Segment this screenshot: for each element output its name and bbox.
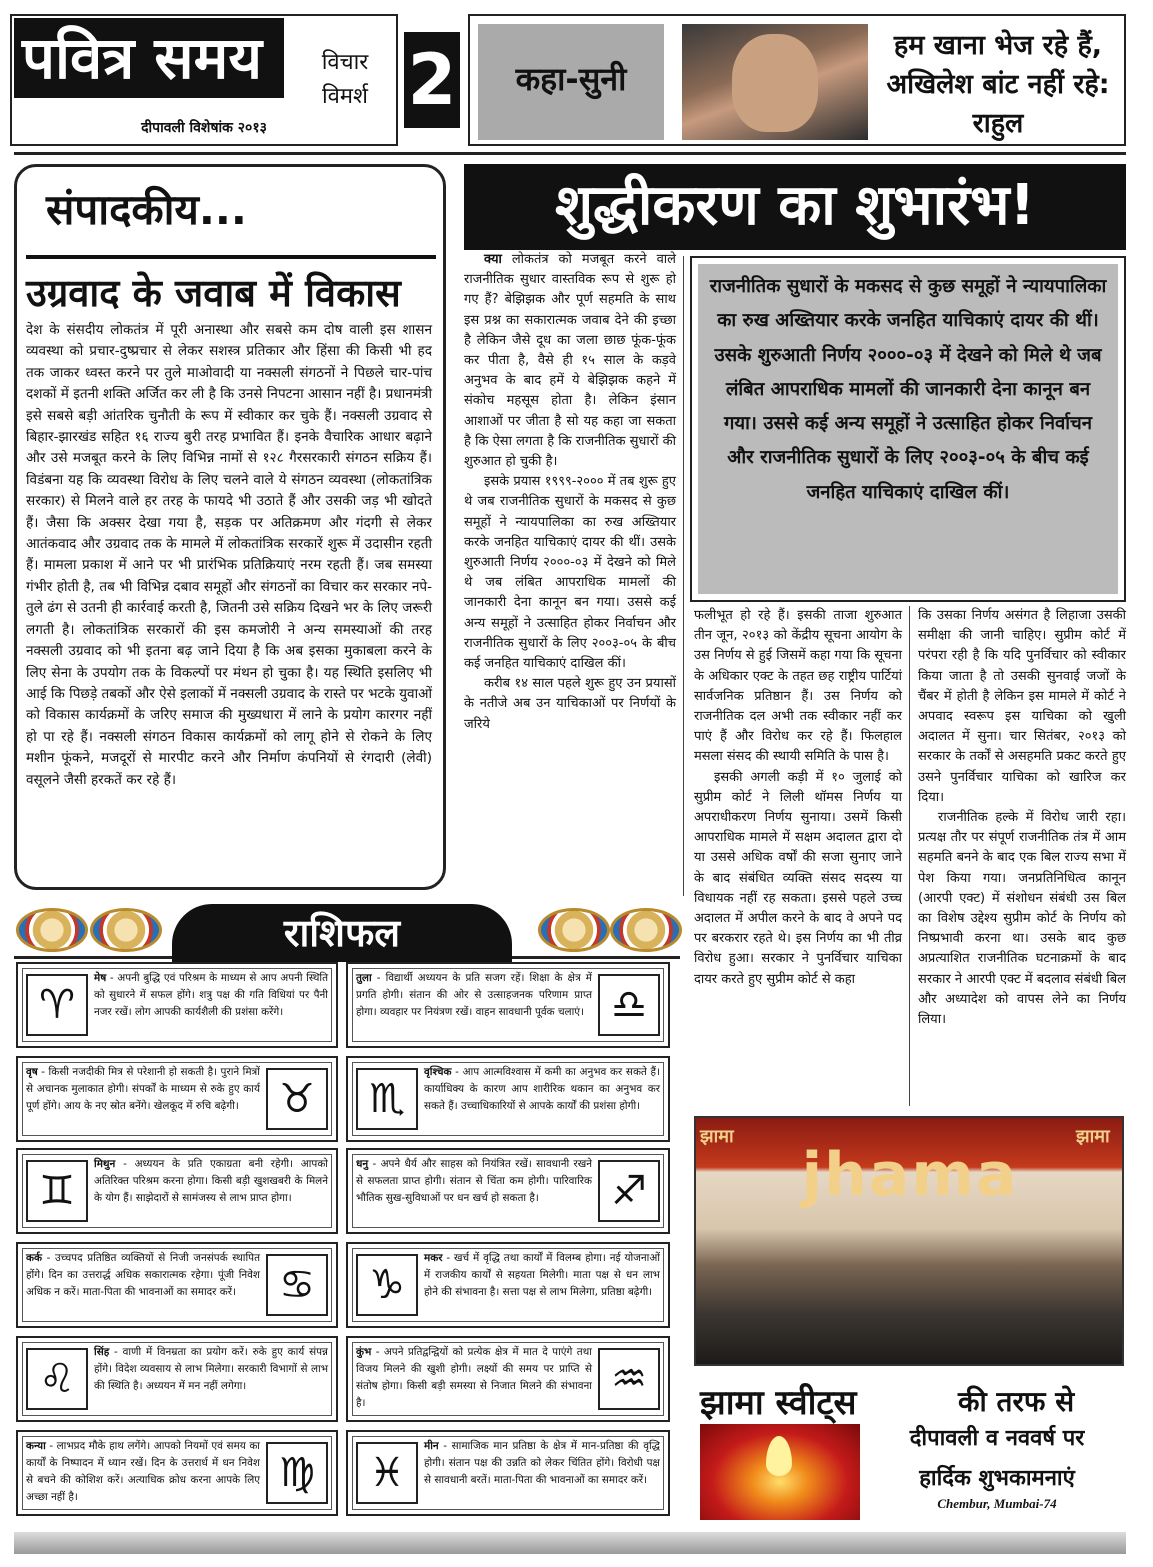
rashifal-text [26,1438,260,1506]
rashifal-text [424,1064,660,1115]
story-paragraph: इसके प्रयास १९९९-२००० में तब शुरू हुए थे जब राजनीतिक सुधारों के मकसद से कुछ समूहों ने न्यायपालिका का रुख अख्तियार करके जनहित याचिकाएं दायर की थीं। उसके शुरुआती निर्णय २०००-०३ में देखने को मिले थे जब लंबित आपराधिक मामलों की जानकारी देना कानून बन गया। उससे कई अन्य समूहों ने उत्साहित होकर निर्वाचन और राजनीतिक सुधारों के लिए २००३-०५ के बीच कई जनहित याचिकाएं दाखिल कीं। [464,474,676,672]
zodiac-sign-name: मकर [424,1252,443,1264]
rashifal-title: राशिफल [283,911,401,955]
advert-greeting: दीपावली व नववर्ष पर [909,1426,1085,1451]
shop-sign: jhama [801,1140,1019,1210]
zodiac-sign-name: मेष [94,972,107,984]
zodiac-wheel-icon [16,908,88,952]
rashifal-box [346,1056,670,1142]
rashifal-text [94,1156,328,1207]
zodiac-sign-icon: ♌ [26,1348,88,1410]
page-number: 2 [404,32,460,128]
zodiac-sign-prediction: - वाणी में विनम्रता का प्रयोग करें। रुके हुए कार्य संपन्न होंगे। विदेश व्यवसाय से लाभ मिलेगा। सरकारी विभागों से लाभ की स्थिति है। अध्ययन में मन नहीं लगेगा। [94,1346,328,1392]
advert-greeting: हार्दिक शुभकामनाएं [919,1466,1075,1491]
newspaper-logo: पवित्र समय [14,18,284,98]
kahasuni-label: कहा-सुनी [478,24,664,140]
zodiac-sign-prediction: - उच्चपद प्रतिष्ठित व्यक्तियों से निजी जनसंपर्क स्थापित होंगे। दिन का उत्तरार्द्ध अधिक सकारात्मक रहेगा। पूंजी निवेश अधिक न करें। माता-पिता की भावनाओं का समादर करें। [26,1252,260,1298]
section-line-1: विचार [321,50,369,75]
rashifal-text [356,1156,592,1207]
rashifal-text [424,1438,660,1489]
zodiac-sign-prediction: - अपने धैर्य और साहस को नियंत्रित रखें। सावधानी रखने से सफलता प्राप्त होगी। संतान से चिंता कम होगी। पारिवारिक भौतिक सुख-सुविधाओं पर धन खर्च हो सकता है। [356,1158,593,1204]
section-line-2: विमर्श [321,84,369,109]
story-paragraph: राजनीतिक हल्के में विरोध जारी रहा। प्रत्यक्ष तौर पर संपूर्ण राजनीतिक तंत्र में आम सहमति बनने के बाद एक बिल राज्य सभा में पेश किया गया। जनप्रतिनिधित्व कानून (आरपी एक्ट) में संशोधन संबंधी उस बिल का विशेष उद्देश्य सुप्रीम कोर्ट के निर्णय को निष्प्रभावी करना था। उसके बाद कुछ अप्रत्याशित राजनीतिक घटनाक्रमों के बाद सरकार ने आरपी एक्ट में बदलाव संबंधी बिल और अध्यादेश को वापस लेने का निर्णय लिया। [918,810,1126,1028]
rashifal-text [356,1344,592,1412]
zodiac-sign-name: मीन [424,1440,439,1452]
zodiac-sign-icon: ♑ [356,1254,418,1316]
zodiac-wheel-icon [610,908,682,952]
story-paragraph: फलीभूत हो रहे हैं। इसकी ताजा शुरुआत तीन जून, २०१३ को केंद्रीय सूचना आयोग के उस निर्णय से हुई जिसमें कहा गया कि सूचना के अधिकार एक्ट के तहत छह राष्ट्रीय पार्टियां सार्वजनिक प्रतिष्ठान हैं। उस निर्णय को राजनीतिक दल अभी तक स्वीकार नहीं कर पाएं हैं और विरोध कर रहे हैं। फिलहाल मसला संसद की स्थायी समिति के पास है। [694,608,902,765]
rashifal-text [424,1250,660,1301]
zodiac-sign-prediction: - विद्यार्थी अध्ययन के प्रति सजग रहें। शिक्षा के क्षेत्र में प्रगति होगी। संतान की ओर से उत्साहजनक परिणाम प्राप्त होगा। व्यवहार पर नियंत्रण रखें। वाहन सावधानी पूर्वक चलाएं। [356,972,592,1018]
story-paragraph: कि उसका निर्णय असंगत है लिहाजा उसकी समीक्षा की जानी चाहिए। सुप्रीम कोर्ट में परंपरा रही है कि यदि पुनर्विचार को स्वीकार किया जाता है तो उसकी सुनवाई जजों के चैंबर में होती है लेकिन इस मामले में कोर्ट ने अपवाद स्वरूप इस याचिका को खुली अदालत में सुना। चार सितंबर, २०१३ को सरकार के तर्कों से असहमति प्रकट करते हुए उसने पुनर्विचार याचिका को खारिज कर दिया। [918,608,1126,805]
zodiac-sign-name: कुंभ [356,1346,372,1358]
zodiac-sign-prediction: - सामाजिक मान प्रतिष्ठा के क्षेत्र में मान-प्रतिष्ठा की वृद्धि होगी। संतान पक्ष की उन्नति को लेकर चिंतित होंगे। विरोधी पक्ष से सावधानी बरतें। माता-पिता की भावनाओं का समादर करें। [424,1440,660,1486]
lead-word: क्या [484,252,502,267]
rashifal-box [16,1148,338,1234]
divider [26,255,436,259]
editorial-title: संपादकीय... [46,185,247,234]
shop-sign-small: झामा [700,1126,734,1147]
zodiac-sign-icon: ♊ [26,1160,88,1222]
edition-label: दीपावली विशेषांक २०१३ [141,120,267,136]
advert-address: Chembur, Mumbai-74 [937,1496,1057,1511]
story-paragraph: इसकी अगली कड़ी में १० जुलाई को सुप्रीम कोर्ट ने लिली थॉमस निर्णय या अपराधीकरण निर्णय सुनाया। उसमें किसी आपराधिक मामले में सक्षम अदालत द्वारा दो या उससे अधिक वर्षों की सजा सुनाए जाने के बाद संबंधित व्यक्ति संसद सदस्य या विधायक नहीं रह सकता। इससे पहले उच्च अदालत में अपील करने के बाद वे अपने पद पर बरकरार रहते थे। इस निर्णय का भी तीव्र विरोध हुआ। सरकार ने पुनर्विचार याचिका दायर करते हुए सुप्रीम कोर्ट से कहा [694,769,902,987]
story-paragraph: करीब १४ साल पहले शुरू हुए उन प्रयासों के नतीजे अब उन याचिकाओं पर निर्णयों के जरिये [464,676,676,732]
rashifal-text [26,1250,260,1301]
rashifal-text [94,970,328,1021]
zodiac-sign-name: धनु [356,1158,369,1170]
main-headline: शुद्धीकरण का शुभारंभ! [464,164,1126,250]
rashifal-box [346,962,670,1048]
footer-bar [14,1532,1126,1554]
zodiac-sign-name: कन्या [26,1440,46,1452]
advert-brand: झामा स्वीट्स [700,1383,857,1423]
zodiac-sign-name: वृष [26,1066,38,1078]
zodiac-sign-name: सिंह [94,1346,110,1358]
quote-headline: हम खाना भेज रहे हैं, अखिलेश बांट नहीं रहे: राहुल [886,30,1110,139]
story-column-1 [464,250,676,735]
zodiac-sign-prediction: - खर्च में वृद्धि तथा कार्यों में विलम्ब होगा। नई योजनाओं में राजकीय कार्यों से सहयता मिलेगी। माता पक्ष से धन लाभ होने की संभावना है। सत्ता पक्ष से लाभ मिलेगा, प्रतिष्ठा बढ़ेगी। [424,1252,660,1298]
zodiac-sign-icon: ♏ [356,1068,418,1130]
rashifal-box [346,1242,670,1328]
story-paragraph [464,250,676,472]
zodiac-sign-prediction: - किसी नजदीकी मित्र से परेशानी हो सकती है। पुराने मित्रों से अचानक मुलाकात होगी। संपर्कों के माध्यम से रुके हुए कार्य पूर्ण होंगे। आय के नए स्रोत बनेंगे। खेलकूद में रुचि बढ़ेगी। [26,1066,260,1112]
column-rule [909,606,910,1106]
zodiac-wheel-icon [90,908,162,952]
editorial-headline: उग्रवाद के जवाब में विकास [26,271,401,315]
rashifal-box [16,962,338,1048]
rashifal-box [346,1336,670,1422]
zodiac-sign-icon: ♒ [598,1348,660,1410]
rashifal-box [16,1056,338,1142]
zodiac-sign-icon: ♎ [598,974,660,1036]
paragraph-text: लोकतंत्र को मजबूत करने वाले राजनीतिक सुधार वास्तविक रूप से शुरू हो गए हैं? बेझिझक और पूर्ण सहमति के साथ इस प्रश्न का सकारात्मक जवाब देने की इच्छा है लेकिन जैसे दूध का जला छाछ फूंक-फूंक कर पीता है, वैसे ही १५ साल के कड़वे अनुभव के बाद हमें ये बेझिझक कहने में संकोच महसूस होता है। लेकिन इंसान आशाओं पर जीता है सो यह कहा जा सकता है कि ऐसा लगता है कि राजनीतिक सुधारों की शुरुआत हो चुकी है। [464,252,676,470]
shop-sign-small: झामा [1076,1126,1110,1147]
zodiac-sign-prediction: - अध्ययन के प्रति एकाग्रता बनी रहेगी। आपको अतिरिक्त परिश्रम करना होगा। किसी बड़ी खुशखबरी के मिलने के योग हैं। साझेदारों से सामंजस्य से लाभ प्राप्त होगा। [94,1158,328,1204]
zodiac-wheel-icon [538,908,610,952]
zodiac-sign-prediction: - अपनी बुद्धि एवं परिश्रम के माध्यम से आप अपनी स्थिति को सुधारने में सफल होंगे। शत्रु पक्ष की गति विधियां पर पैनी नजर रखें। लोग आपकी कार्यशैली की प्रशंसा करेंगे। [94,972,328,1018]
zodiac-sign-name: तुला [356,972,372,984]
section-label [300,46,390,114]
zodiac-sign-prediction: - आप आत्मविश्वास में कमी का अनुभव कर सकते हैं। कार्याधिक्य के कारण आप शारीरिक थकान का अनुभव कर सकते हैं। उच्चाधिकारियों से आपके कार्यों की प्रशंसा होगी। [424,1066,660,1112]
portrait-face [732,34,818,132]
rashifal-text [94,1344,328,1395]
rashifal-box [16,1242,338,1328]
rashifal-box [346,1148,670,1234]
rashifal-box [346,1430,670,1516]
story-column-2 [694,606,902,990]
zodiac-sign-icon: ♐ [598,1160,660,1222]
story-column-3 [918,606,1126,1030]
advert-tagline: की तरफ से [958,1385,1075,1418]
rashifal-box [16,1336,338,1422]
rashifal-text [26,1064,260,1115]
zodiac-sign-icon: ♓ [356,1442,418,1504]
divider [14,152,1126,155]
zodiac-sign-prediction: - लाभप्रद मौके हाथ लगेंगे। आपको नियमों एवं समय का कार्यों के निष्पादन में ध्यान रखें। दिन के उत्तरार्ध में धन निवेश से बचने की कोशिश करें। अत्याधिक क्रोध करना आपके लिए अच्छा नहीं है। [26,1440,260,1503]
zodiac-sign-prediction: - अपने प्रतिद्वन्द्वियों को प्रत्येक क्षेत्र में मात दे पाएंगे तथा विजय मिलने की खुशी होगी। लक्ष्यों की समय पर प्राप्ति से संतोष होगा। किसी बड़ी समस्या से निजात मिलने की संभावना है। [356,1346,592,1409]
rashifal-box [16,1430,338,1516]
zodiac-sign-icon: ♈ [26,974,88,1036]
zodiac-sign-name: मिथुन [94,1158,116,1170]
zodiac-sign-name: कर्क [26,1252,42,1264]
zodiac-sign-name: वृश्चिक [424,1066,452,1078]
pull-quote: राजनीतिक सुधारों के मकसद से कुछ समूहों ने न्यायपालिका का रुख अख्तियार करके जनहित याचिकाएं दायर की थीं। उसके शुरुआती निर्णय २०००-०३ में देखने को मिले थे जब लंबित आपराधिक मामलों की जानकारी देना कानून बन गया। उससे कई अन्य समूहों ने उत्साहित होकर निर्वाचन और राजनीतिक सुधारों के लिए २००३-०५ के बीच कई जनहित याचिकाएं दाखिल कीं। [698,264,1118,594]
zodiac-sign-icon: ♍ [266,1442,328,1504]
rashifal-text [356,970,592,1021]
zodiac-sign-icon: ♉ [266,1068,328,1130]
editorial-body: देश के संसदीय लोकतंत्र में पूरी अनास्था और सबसे कम दोष वाली इस शासन व्यवस्था को प्रचार-दुष्प्रचार से लेकर सशस्त्र प्रतिकार और हिंसा की किसी भी हद तक जाकर ध्वस्त करने पर तुले माओवादी या नक्सली संगठनों ने पिछले चार-पांच दशकों में इतनी शक्ति अर्जित कर ली है कि उनसे निपटना आसान नहीं है। प्रधानमंत्री इसे सबसे बड़ी आंतरिक चुनौती के रूप में स्वीकार कर चुके हैं। नक्सली उग्रवाद से बिहार-झारखंड सहित १६ राज्य बुरी तरह प्रभावित हैं। इनके वैचारिक आधार बढ़ाने और उसे मजबूत करने के लिए विभिन्न नामों से १२८ गैरसरकारी संगठन सक्रिय हैं। विडंबना यह कि व्यवस्था विरोध के लिए चलने वाले ये संगठन व्यवस्था (लोकतांत्रिक सरकार) से मिलने वाले हर तरह के फायदे भी उठाते हैं और उसकी जड़ भी खोदते हैं। जैसा कि अक्सर देखा गया है, सड़क पर अतिक्रमण और गंदगी से लेकर आतंकवाद और उग्रवाद तक के मामले में लोकतांत्रिक सरकारें शुरू में उदासीन रहती हैं। मामला प्रकाश में आने पर भी प्रारंभिक प्रतिक्रियाएं नरम रहती हैं। जब समस्या गंभीर होती है, तब भी विभिन्न दबाव समूहों और संगठनों का विचार कर सरकार नपे-तुले ढंग से उतनी ही कार्रवाई करती है, जितनी उसे सक्रिय दिखने भर के लिए जरूरी लगती है। लोकतांत्रिक सरकारों की इस कमजोरी ने अन्य समस्याओं की तरह नक्सली उग्रवाद को भी इतना बढ़ जाने दिया है कि अब इसका मुकाबला करने के लिए सेना के उपयोग तक के विकल्पों पर मंथन हो चुका है। यह स्थिति इसलिए भी आई कि पिछड़े तबकों और ऐसे इलाकों में नक्सली उग्रवाद के रास्ते पर भटके युवाओं को विकास कार्यक्रमों के जरिए समाज की मुख्यधारा में लाने के प्रयोग कारगर नहीं हो पा रहे हैं। नक्सली संगठन विकास कार्यक्रमों को लागू होने से रोकने के लिए मशीन फूंकने, मजदूरों से मारपीट करने और निर्माण कंपनियों से रंगदारी (लेवी) वसूलने जैसी हरकतें कर रहे हैं। [26,322,432,788]
column-rule [683,256,684,896]
zodiac-sign-icon: ♋ [266,1254,328,1316]
